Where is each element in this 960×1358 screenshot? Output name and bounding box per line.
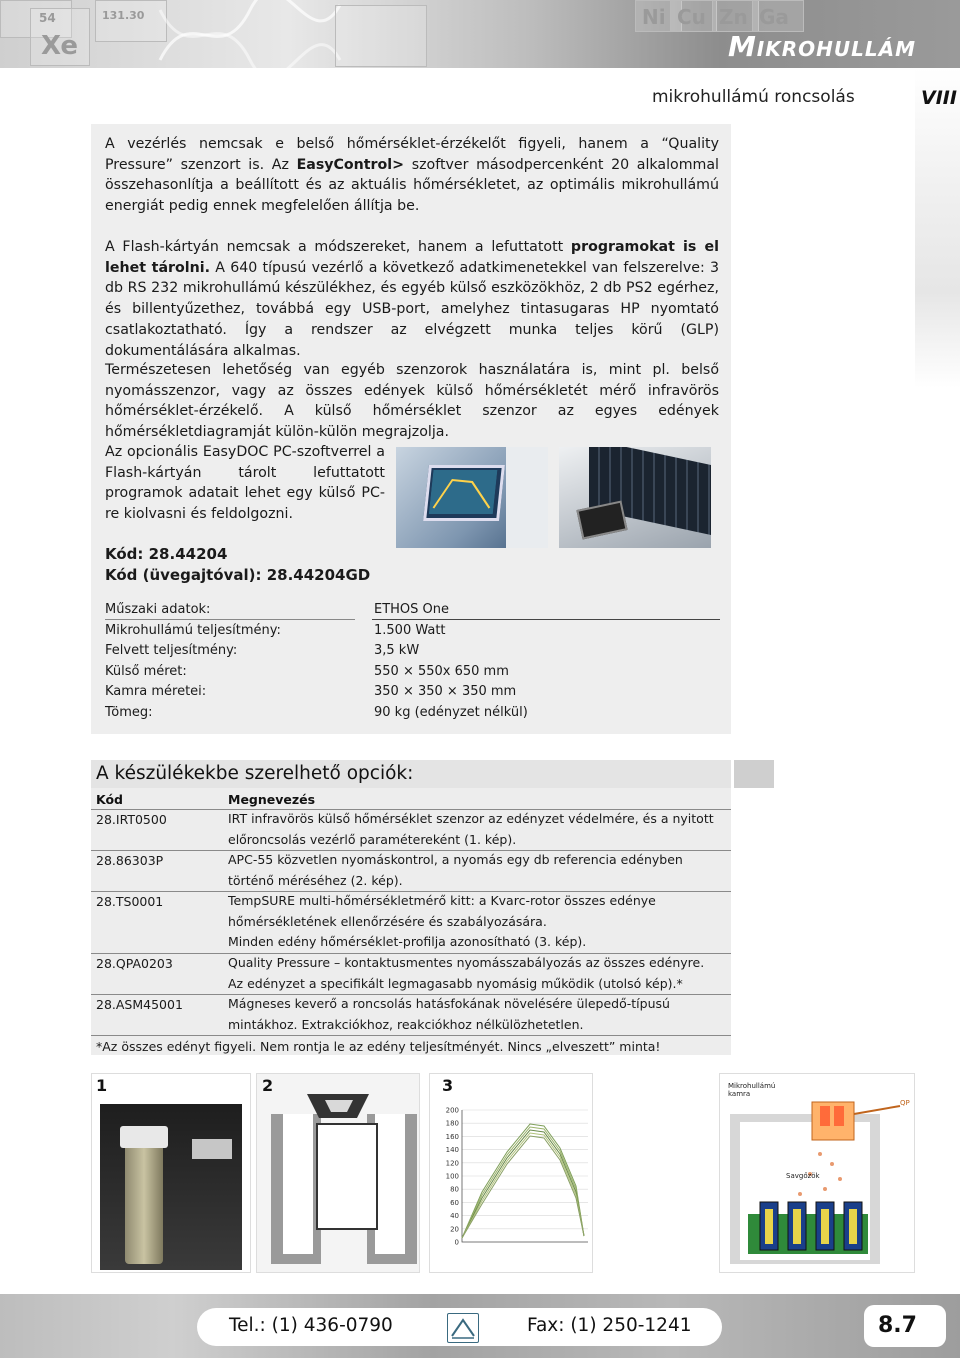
chart-tick-label: 180 xyxy=(445,1119,459,1128)
controller-screen xyxy=(423,465,505,521)
option-code: 28.TS0001 xyxy=(96,894,164,909)
vapor-label: Savgőzök xyxy=(786,1172,820,1180)
option-desc: APC-55 közvetlen nyomáskontrol, a nyomás egy db referencia edényben történő méréséhez (2. kép). xyxy=(228,852,683,888)
tech-row-label: Tömeg: xyxy=(105,705,153,720)
figure-2-number: 2 xyxy=(262,1076,274,1095)
option-desc: Mágneses keverő a roncsolás hatásfokának növelésére ülepedő-típusú mintákhoz. Extrakciókhoz, reakciókhoz nélkülözhetetlen. xyxy=(228,996,670,1032)
option-desc: IRT infravörös külső hőmérséklet szenzor az edényzet védelmére, és a nyitott előroncsolás vezérlő paramétereként (1. kép). xyxy=(228,811,714,847)
chart-tick-label: 80 xyxy=(450,1185,459,1194)
chart-tick-label: 60 xyxy=(450,1198,459,1207)
chart-tick-label: 20 xyxy=(450,1225,459,1234)
option-code: 28.QPA0203 xyxy=(96,956,173,971)
chart-tick-label: 160 xyxy=(445,1132,459,1141)
laptop-flash-card-photo xyxy=(559,447,711,548)
tech-divider-left xyxy=(105,619,355,620)
page-number: 8.7 xyxy=(878,1313,917,1338)
paragraph-sensors: Természetesen lehetőség van egyéb szenzorok használatára is, mint pl. belső nyomásszenzor, vagy az összes edények külső hőmérsékletét mérő infravörös hőmérséklet-érzékelő. A külső hőmérséklet szenzor az egyes edények hőmérsékletdiagramját külön-külön megrajzolja. xyxy=(105,362,719,441)
options-col-name: Megnevezés xyxy=(228,792,316,807)
tech-row-value: 3,5 kW xyxy=(374,643,420,658)
periodic-cell: 131.30 xyxy=(95,0,167,42)
paragraph-flash-card: A Flash-kártyán nemcsak a módszereket, hanem a lefuttatott programokat is el lehet tárolni. A 640 típusú vezérlő a következő adatkimenetekkel van felszerelve: 3 db RS 232 mikrohullámú készülékhez, és egyéb külső eszközökhöz, 2 db PS2 egérhez, és billentyűzethez, továbbá egy USB-port, amelyhez tintasugaras HP nyomtató csatlakoztatható. Így a rendszer az elvégzett munka teljes körű (GLP) dokumentálására alkalmas. xyxy=(105,239,719,359)
tech-row-label: Mikrohullámú teljesítmény: xyxy=(105,623,281,638)
option-desc: Quality Pressure – kontaktusmentes nyomásszabályozás az összes edényre. Az edényzet a specifikált legmagasabb nyomásig működik (utolsó kép).* xyxy=(228,955,705,991)
tech-divider xyxy=(372,619,720,620)
option-code: 28.ASM45001 xyxy=(96,997,183,1012)
sensor-vessel xyxy=(125,1144,163,1264)
tech-header-label: Műszaki adatok: xyxy=(105,602,211,617)
chart-tick-label: 140 xyxy=(445,1146,459,1155)
product-code-glass-door: Kód (üvegajtóval): 28.44204GD xyxy=(105,566,371,584)
options-title: A készülékekbe szerelhető opciók: xyxy=(96,763,414,784)
easycontrol-term: EasyControl> xyxy=(296,156,405,173)
periodic-cell-xe: Xe 54 xyxy=(30,8,90,66)
chapter-side-tab xyxy=(915,68,960,388)
company-logo xyxy=(447,1313,479,1343)
figure-2-pressure-diagram xyxy=(256,1073,420,1273)
tech-header-value: ETHOS One xyxy=(374,602,450,617)
product-code: Kód: 28.44204 xyxy=(105,545,228,563)
options-footnote: *Az összes edényt figyeli. Nem rontja le az edény teljesítményét. Nincs „elveszett” minta! xyxy=(96,1039,661,1054)
section-subtitle: mikrohullámú roncsolás xyxy=(652,87,855,107)
dna-helix-graphic xyxy=(150,0,350,68)
chart-tick-label: 100 xyxy=(445,1172,459,1181)
figure-3-number: 3 xyxy=(442,1076,454,1095)
figure-1-sensor-photo xyxy=(91,1073,251,1273)
chart-tick-label: 120 xyxy=(445,1159,459,1168)
page-title: Mikrohullám xyxy=(727,30,916,63)
fax-number: Fax: (1) 250-1241 xyxy=(527,1315,692,1336)
tech-row-value: 350 × 350 × 350 mm xyxy=(374,684,517,699)
flash-card xyxy=(576,501,627,540)
bold-phrase: programokat is el lehet tárolni. xyxy=(105,239,719,276)
tech-row-value: 90 kg (edényzet nélkül) xyxy=(374,705,528,720)
periodic-cell-zn: Zn xyxy=(712,0,759,32)
periodic-cell-ga: Ga xyxy=(752,0,804,32)
periodic-cell-ni: Ni xyxy=(635,0,682,32)
chart-tick-label: 40 xyxy=(450,1212,459,1221)
chart-tick-label: 0 xyxy=(454,1238,459,1247)
controller-photo xyxy=(396,447,548,548)
paragraph-easydoc: Az opcionális EasyDOC PC-szoftverrel a Flash-kártyán tárolt lefuttatott programok adatait lehet egy külső PC-re kiolvasni és feldolgozni. xyxy=(105,444,385,523)
chamber-label: Mikrohullámú kamra xyxy=(728,1082,776,1098)
chart-tick-label: 200 xyxy=(445,1106,459,1115)
options-rule xyxy=(91,1035,731,1036)
periodic-cell xyxy=(335,5,427,67)
figure-1-number: 1 xyxy=(96,1076,108,1095)
tech-row-label: Külső méret: xyxy=(105,664,187,679)
phone-number: Tel.: (1) 436-0790 xyxy=(229,1315,393,1336)
option-code: 28.86303P xyxy=(96,853,164,868)
options-header-accent xyxy=(734,760,774,788)
options-col-code: Kód xyxy=(96,792,124,807)
option-desc: TempSURE multi-hőmérsékletmérő kitt: a Kvarc-rotor összes edénye hőmérsékletének ellenőrzésére és szabályozására. Minden edény hőmérséklet-profilja azonosítható (3. kép). xyxy=(228,893,656,950)
tech-row-value: 1.500 Watt xyxy=(374,623,446,638)
tech-row-label: Felvett teljesítmény: xyxy=(105,643,238,658)
chapter-number: VIII xyxy=(921,87,957,109)
tech-row-label: Kamra méretei: xyxy=(105,684,207,699)
figure-4-chamber-diagram xyxy=(719,1073,915,1273)
tech-row-value: 550 × 550x 650 mm xyxy=(374,664,509,679)
temperature-profile-chart xyxy=(430,1074,592,1272)
figure-3-temperature-chart xyxy=(429,1073,593,1273)
qp-label: QP xyxy=(900,1099,910,1107)
option-code: 28.IRT0500 xyxy=(96,812,167,827)
periodic-cell-cu: Cu xyxy=(670,0,717,32)
paragraph-control: A vezérlés nemcsak e belső hőmérséklet-érzékelőt figyeli, hanem a “Quality Pressure” szenzort is. Az EasyControl> szoftver másodpercenként 20 alkalommal összehasonlítja a beállított és az aktuális hőmérsékletet, az optimális mikrohullámú energiát pedig ennek megfelelően állítja be. xyxy=(105,136,719,215)
